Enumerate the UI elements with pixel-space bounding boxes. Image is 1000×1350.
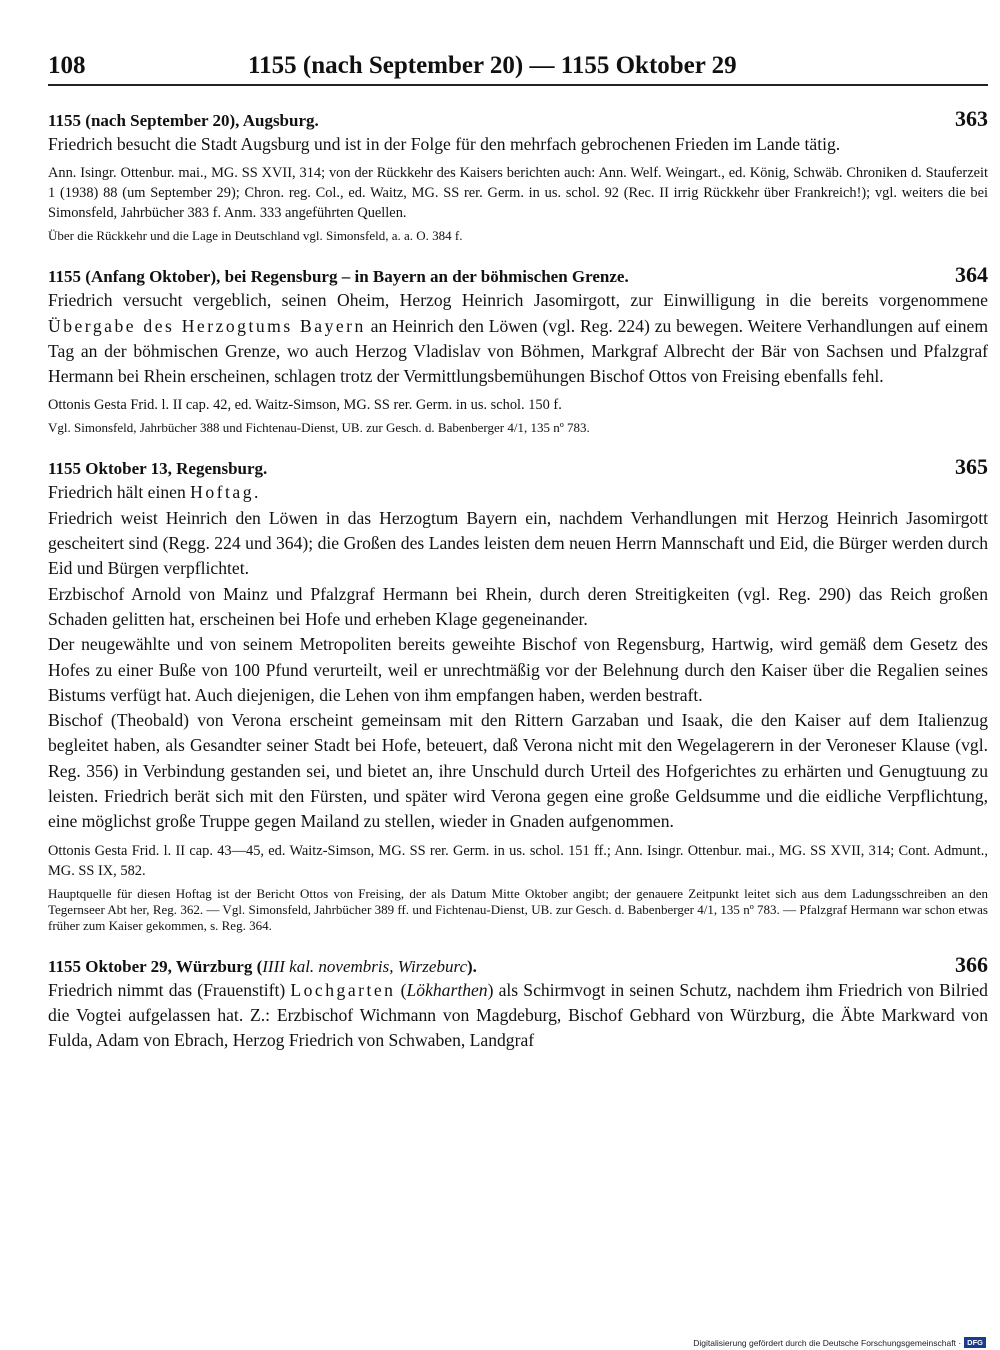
entry-366 (48, 951, 988, 1054)
text-part: Friedrich hält einen (48, 482, 191, 503)
entry-paragraph: Der neugewählte und von seinem Metropoliten bereits geweihte Bischof von Regensburg, Hartwig, wird gemäß dem Gesetz des Hofes zu einer Buße von 100 Pfund verurteilt, weil er unrechtmäßig vor der Belehnung durch den Kaiser über die Regalien seines Bistums verfügt hat. Auch diejenigen, die Lehen von ihm empfangen haben, werden bestraft. (48, 634, 988, 705)
entry-date-place: 1155 (nach September 20), Augsburg. (48, 111, 319, 130)
entry-heading (48, 951, 988, 978)
entry-heading (48, 264, 988, 288)
text-italic: Lökharthen (406, 979, 488, 1000)
entry-sources: Ottonis Gesta Frid. l. II cap. 43—45, ed. Waitz-Simson, MG. SS rer. Germ. in us. schol. 151 ff.; Ann. Isingr. Ottenbur. mai., MG. SS XVII, 314; Cont. Admunt., MG. SS IX, 582. (48, 842, 988, 879)
entry-note: Vgl. Simonsfeld, Jahrbücher 388 und Fichtenau-Dienst, UB. zur Gesch. d. Babenberger 4/1, 135 nº 783. (48, 420, 590, 436)
footer-text: Digitalisierung gefördert durch die Deutsche Forschungsgemeinschaft · (693, 1337, 962, 1348)
entry-sources: Ann. Isingr. Ottenbur. mai., MG. SS XVII, 314; von der Rückkehr des Kaisers berichten auch: Ann. Welf. Weingart., ed. König, Schwäb. Chroniken d. Stauferzeit 1 (1938) 88 (um September 29); Chron. reg. Col., ed. Waitz, MG. SS rer. Germ. in us. schol. 92 (Rec. II irrig Rückkehr über Frankreich!); vgl. weiters die bei Simonsfeld, Jahrbücher 383 f. Anm. 333 angeführten Quellen. (48, 165, 988, 222)
entry-note: Über die Rückkehr und die Lage in Deutschland vgl. Simonsfeld, a. a. O. 384 f. (48, 228, 463, 244)
digitization-footer (693, 1337, 986, 1348)
dfg-logo: DFG (964, 1337, 986, 1348)
heading-part: ). (467, 956, 477, 976)
text-part: ) als Schirmvogt in seinen Schutz, nachdem ihm Friedrich von Bilried die Vogtei aufgelassen hat. Z.: Erzbischof Wichmann von Magdeburg, Bischof Gebhard von Würzburg, die Äbte Markward von Fulda, Adam von Ebrach, Herzog Friedrich von Schwaben, Landgraf (48, 979, 988, 1051)
heading-part: 1155 Oktober 29, Würzburg ( (48, 956, 263, 976)
entry-sources: Ottonis Gesta Frid. l. II cap. 42, ed. Waitz-Simson, MG. SS rer. Germ. in us. schol. 150 f. (48, 397, 562, 414)
text-part: ( (395, 979, 407, 1000)
entry-number: 365 (955, 454, 988, 480)
entry-paragraph: Erzbischof Arnold von Mainz und Pfalzgraf Hermann bei Rhein, durch deren Streitigkeiten (vgl. Reg. 290) das Reich großen Schaden gelitten hat, erscheinen bei Hofe und erheben Klage gegeneinander. (48, 583, 988, 629)
text-spaced: Übergabe des Herzogtums Bayern (48, 315, 366, 336)
text-part: an Heinrich den Löwen (vgl. Reg. 224) zu bewegen. Weitere Verhandlungen auf einem Tag an der böhmischen Grenze, wo auch Herzog Vladislav von Böhmen, Markgraf Albrecht der Bär von Sachsen und Pfalzgraf Hermann bei Rhein erscheinen, schlagen trotz der Vermittlungsbemühungen Bischof Ottos von Freising ebenfalls fehl. (48, 315, 989, 387)
entry-note: Hauptquelle für diesen Hoftag ist der Bericht Ottos von Freising, der als Datum Mitte Oktober angibt; der genauere Zeitpunkt leitet sich aus dem Ladungsschreiben an den Tegernseer Abt her, Reg. 362. — Vgl. Simonsfeld, Jahrbücher 389 ff. und Fichtenau-Dienst, UB. zur Gesch. d. Babenberger 4/1, 135 nº 783. — Pfalzgraf Hermann war schon etwas früher zum Kaiser gekommen, s. Reg. 364. (48, 885, 988, 933)
entry-heading (48, 456, 988, 480)
text-part: Friedrich versucht vergeblich, seinen Oheim, Herzog Heinrich Jasomirgott, zur Einwilligung in die bereits vorgenommene (48, 290, 988, 311)
text-spaced: Lochgarten (290, 979, 396, 1000)
entry-text (48, 978, 988, 1054)
entry-365 (48, 456, 988, 933)
page-number: 108 (48, 52, 86, 79)
text-spaced: Hoftag (190, 482, 255, 503)
page-header (48, 52, 988, 86)
document-page (48, 52, 988, 1054)
entry-text: Friedrich besucht die Stadt Augsburg und ist in der Folge für den mehrfach gebrochenen Frieden im Lande tätig. (48, 134, 841, 154)
running-title: 1155 (nach September 20) — 1155 Oktober 29 (248, 52, 737, 79)
text-part: Friedrich nimmt das (Frauenstift) (48, 979, 291, 1000)
entry-text (48, 288, 988, 389)
entry-paragraph: Friedrich weist Heinrich den Löwen in das Herzogtum Bayern ein, nachdem Verhandlungen mit Herzog Heinrich Jasomirgott gescheitert sind (Regg. 224 und 364); die Großen des Landes leisten dem neuen Herrn Mannschaft und Eid, die Bürger werden durch Eid und Bürgen verpflichtet. (48, 507, 988, 579)
text-part: . (254, 482, 259, 503)
entry-date-place: 1155 (Anfang Oktober), bei Regensburg – in Bayern an der böhmischen Grenze. (48, 267, 629, 287)
entry-heading (48, 108, 988, 132)
entry-number: 366 (955, 951, 988, 977)
entry-date-place (48, 956, 477, 978)
entry-number: 363 (955, 106, 988, 131)
entry-number: 364 (955, 262, 988, 288)
heading-italic: IIII kal. novembris, Wirzeburc (262, 956, 467, 976)
entry-363 (48, 108, 988, 244)
entry-date-place: 1155 Oktober 13, Regensburg. (48, 459, 268, 479)
entry-intro (48, 480, 988, 505)
entry-364 (48, 264, 988, 436)
entry-paragraph: Bischof (Theobald) von Verona erscheint gemeinsam mit den Rittern Garzaban und Isaak, die den Kaiser auf dem Italienzug begleitet haben, als Gesandter seiner Stadt bei Hofe, beteuert, daß Verona nicht mit den Wegelagerern in der Veroneser Klause (vgl. Reg. 356) in Verbindung gestanden sei, und bietet an, ihre Unschuld durch Urteil des Hofgerichtes zu erhärten und Genugtuung zu leisten. Friedrich berät sich mit den Fürsten, und später wird Verona gegen eine große Geldsumme und die eidliche Verpflichtung, eine möglichst große Truppe gegen Mailand zu stellen, wieder in Gnaden aufgenommen. (48, 710, 988, 832)
